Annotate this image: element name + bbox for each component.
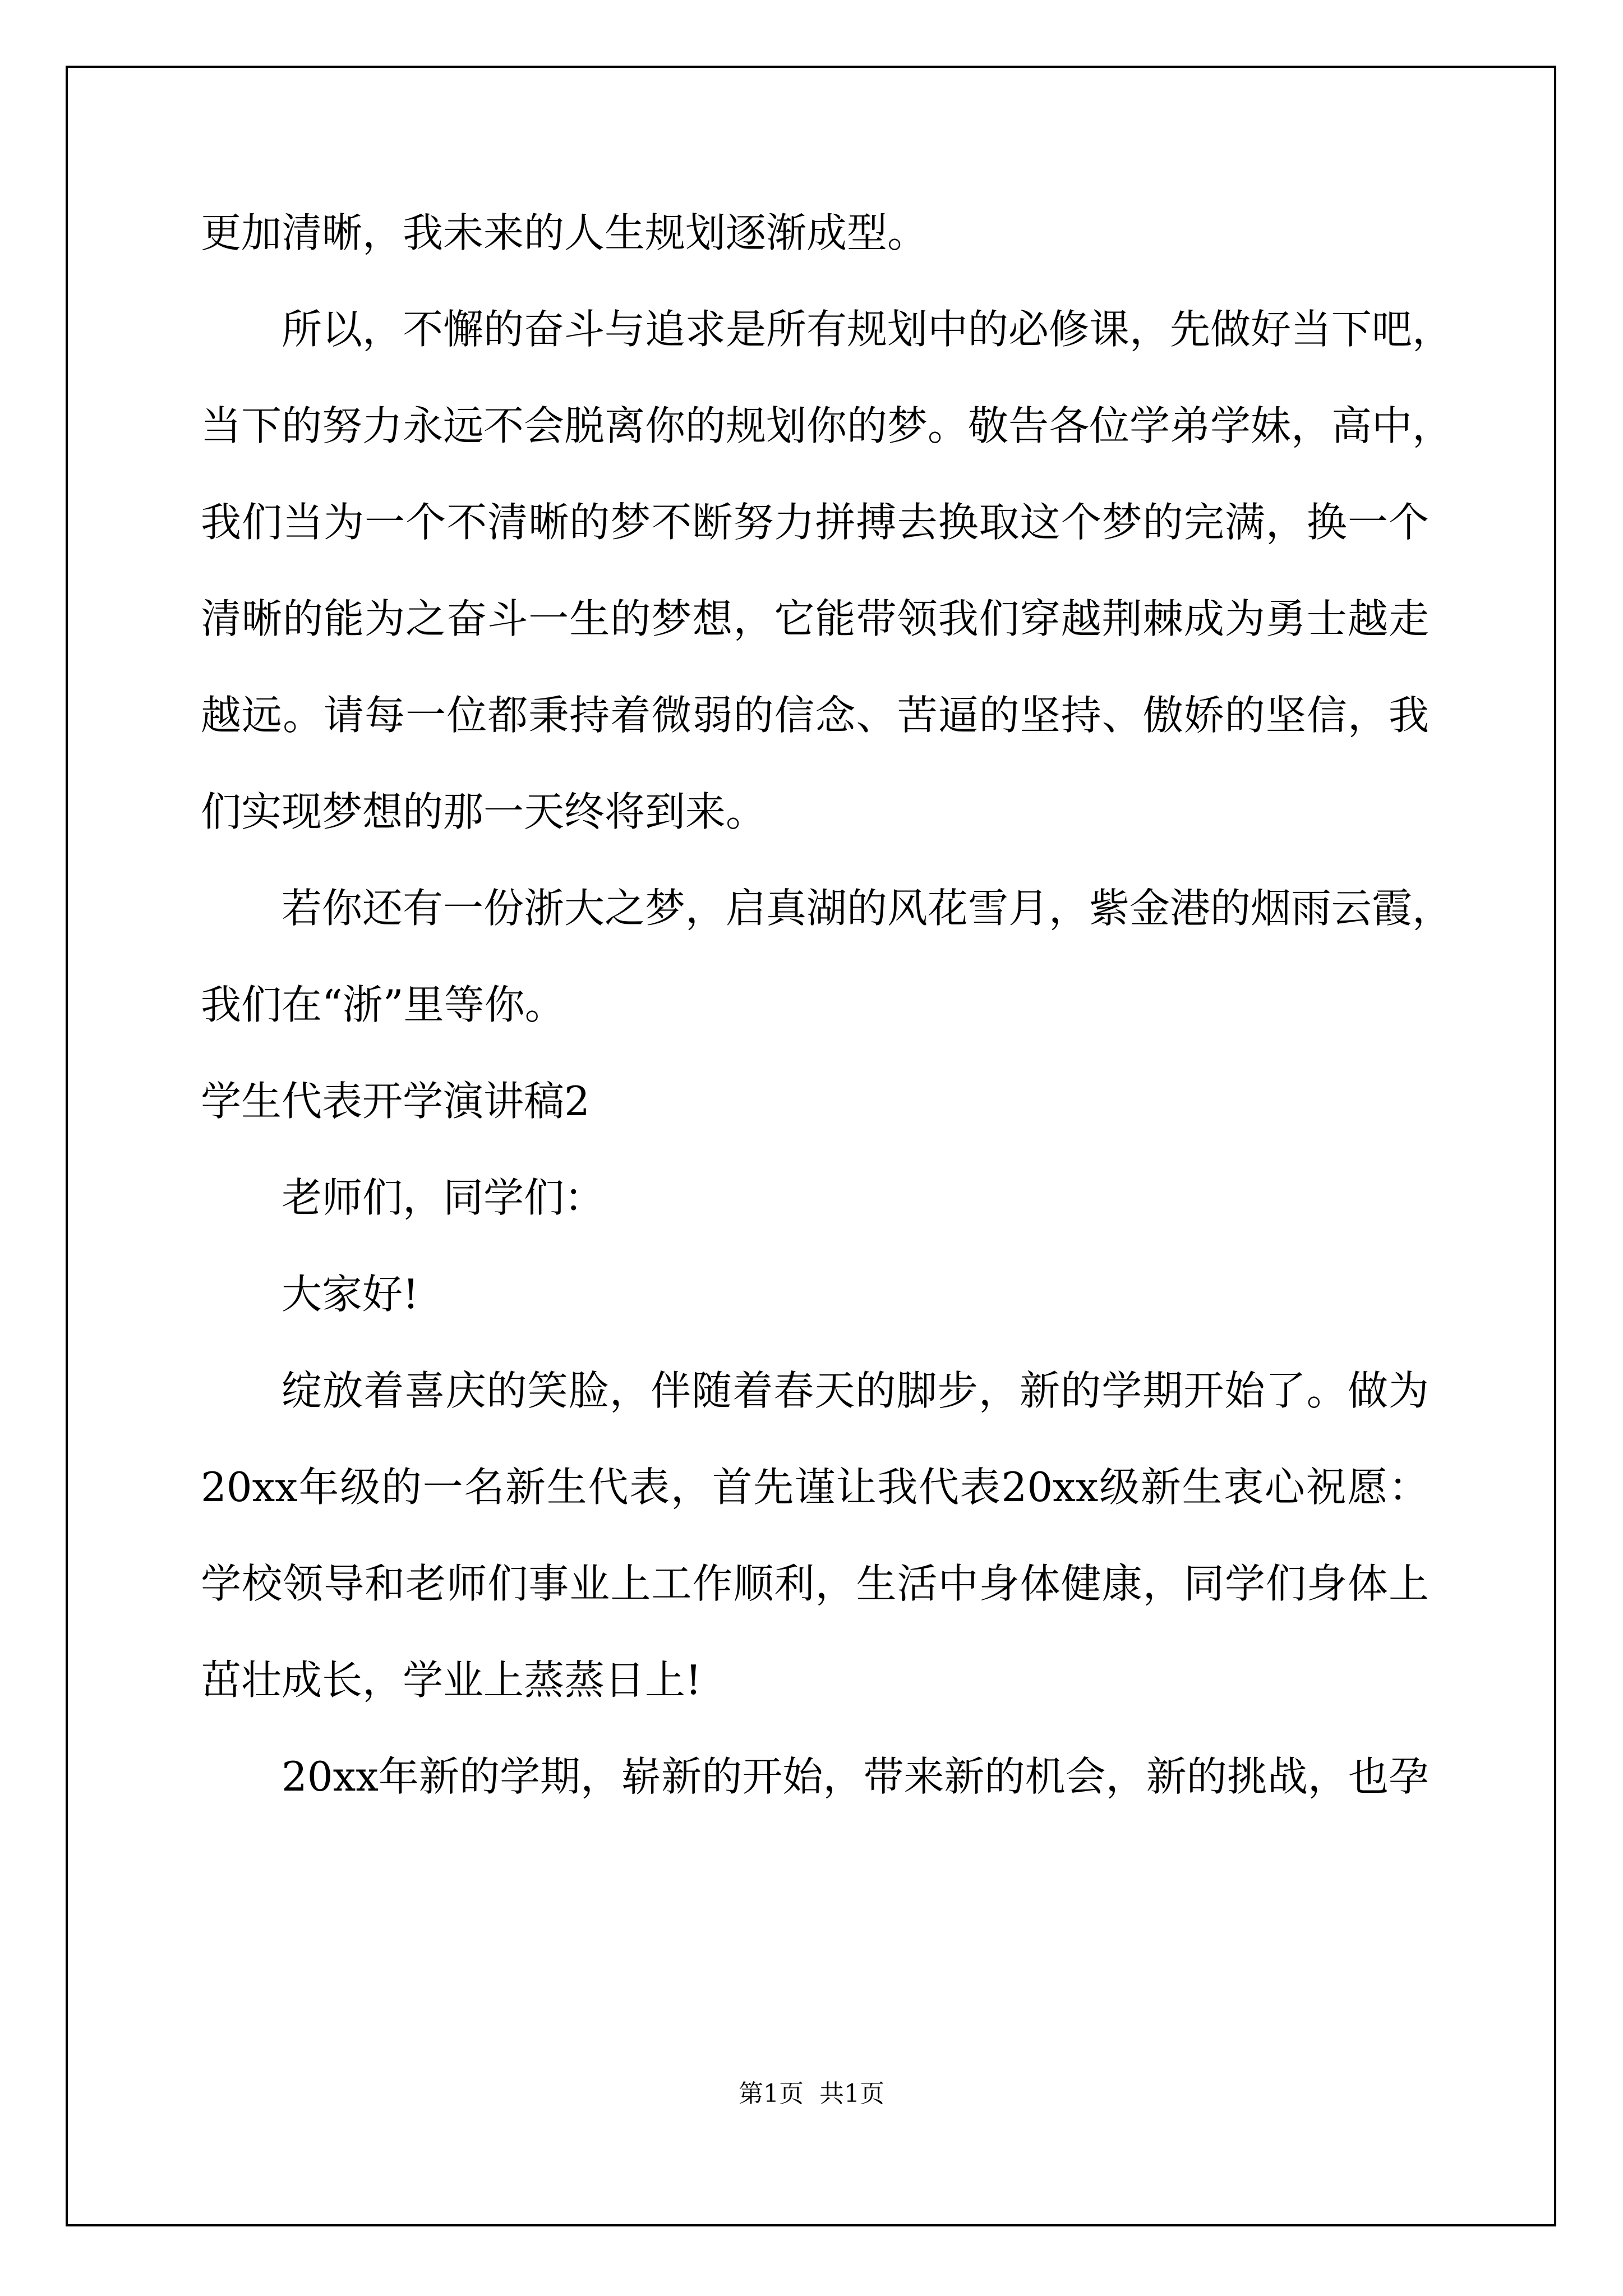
paragraph-line: 们实现梦想的那一天终将到来。 [201,788,767,835]
page-border [66,66,1556,2226]
paragraph-line: 20xx年新的学期，崭新的开始，带来新的机会，新的挑战，也孕 [282,1753,1429,1800]
paragraph-line: 越远。请每一位都秉持着微弱的信念、苦逼的坚持、傲娇的坚信，我 [201,692,1429,739]
salutation-line: 老师们，同学们： [282,1174,605,1221]
paragraph-line: 我们当为一个不清晰的梦不断努力拼搏去换取这个梦的完满，换一个 [201,499,1429,546]
paragraph-line: 若你还有一份浙大之梦，启真湖的风花雪月，紫金港的烟雨云霞， [282,885,1453,932]
paragraph-line: 学校领导和老师们事业上工作顺利，生活中身体健康，同学们身体上 [201,1560,1429,1607]
paragraph-line: 茁壮成长，学业上蒸蒸日上! [201,1657,702,1704]
paragraph-line: 我们在“浙”里等你。 [201,981,565,1028]
paragraph-line: 20xx年级的一名新生代表，首先谨让我代表20xx级新生衷心祝愿： [201,1464,1429,1511]
section-heading: 学生代表开学演讲稿2 [201,1078,590,1125]
paragraph-line: 清晰的能为之奋斗一生的梦想，它能带领我们穿越荆棘成为勇士越走 [201,595,1429,642]
greeting-line: 大家好! [282,1271,419,1318]
paragraph-line: 绽放着喜庆的笑脸，伴随着春天的脚步，新的学期开始了。做为 [282,1367,1429,1414]
paragraph-line: 当下的努力永远不会脱离你的规划你的梦。敬告各位学弟学妹，高中， [201,402,1453,449]
paragraph-line: 所以，不懈的奋斗与追求是所有规划中的必修课，先做好当下吧， [282,306,1453,353]
page-number-footer: 第1页 共1页 [739,2079,884,2108]
paragraph-line: 更加清晰，我未来的人生规划逐渐成型。 [201,209,928,256]
